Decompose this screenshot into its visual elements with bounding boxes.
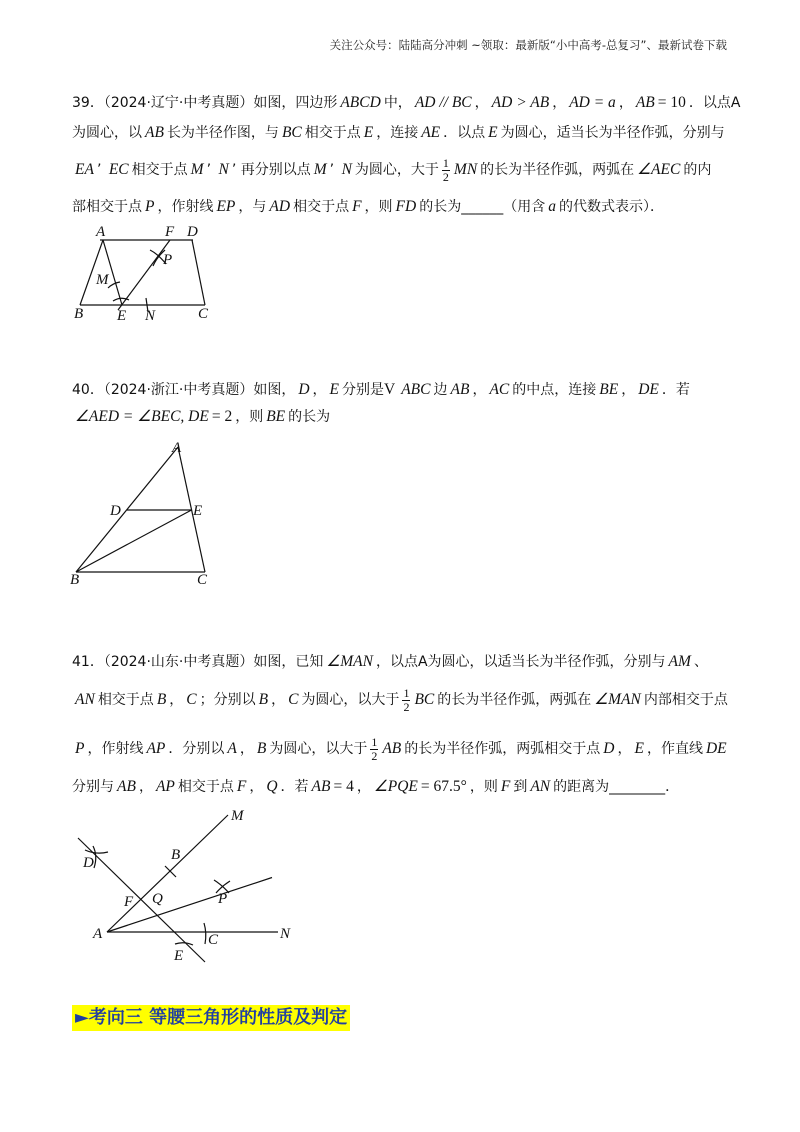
- math-expression: ∠MAN: [326, 653, 373, 670]
- math-expression: ABCD: [340, 94, 381, 111]
- label-F: F: [165, 224, 175, 240]
- fraction: [370, 736, 378, 763]
- section-heading: ►考向三 等腰三角形的性质及判定: [72, 1005, 350, 1031]
- text-run: ，: [474, 95, 489, 111]
- text-run: ’ 再分别以点: [231, 162, 311, 178]
- math-expression: C: [186, 691, 197, 708]
- problem-41-line-3: [72, 734, 730, 763]
- problem-40-line-1: [72, 379, 690, 401]
- arc-mark-M: [108, 282, 120, 288]
- math-expression: = 67.5°: [420, 778, 467, 795]
- text-run: 相交于点: [293, 199, 350, 215]
- text-run: 40．（2024·浙江·中考真题）如图，: [72, 382, 296, 398]
- text-run: ．以点: [443, 125, 486, 141]
- text-run: 的长为: [288, 409, 331, 425]
- text-run: ，: [271, 692, 286, 708]
- math-expression: ∠AEC: [637, 161, 681, 178]
- math-expression: BC: [281, 124, 302, 141]
- math-expression: D: [298, 381, 310, 398]
- label-C: C: [198, 306, 209, 322]
- math-expression: N: [341, 161, 352, 178]
- text-run: ，: [552, 95, 567, 111]
- math-expression: AC: [489, 381, 510, 398]
- text-run: 为圆心，以: [72, 125, 142, 141]
- math-expression: AD > AB: [491, 94, 550, 111]
- problem-39-line-1: [72, 92, 740, 114]
- math-expression: DE: [705, 740, 727, 757]
- math-expression: AM: [668, 653, 691, 670]
- math-expression: AB: [145, 124, 164, 141]
- math-expression: F: [500, 778, 511, 795]
- text-run: 的代数式表示）．: [558, 199, 664, 215]
- problem-41-line-1: [72, 651, 708, 673]
- math-expression: EP: [216, 198, 236, 215]
- text-run: ，则: [364, 199, 393, 215]
- math-expression: E: [329, 381, 340, 398]
- math-expression: FD: [395, 198, 417, 215]
- text-run: ；分别以: [199, 692, 256, 708]
- text-run: ’: [96, 162, 106, 178]
- text-run: ’: [206, 162, 216, 178]
- math-expression: BC: [414, 691, 435, 708]
- label-C: C: [208, 932, 219, 948]
- text-run: ’: [329, 162, 339, 178]
- text-run: 相交于点: [177, 779, 234, 795]
- text-run: 的中点，连接: [512, 382, 597, 398]
- math-expression: = 2: [211, 408, 233, 425]
- text-run: ，连接: [376, 125, 419, 141]
- label-B: B: [74, 306, 84, 322]
- text-run: 分别与: [72, 779, 114, 795]
- text-run: ．分别以: [168, 741, 225, 757]
- math-expression: M: [190, 161, 204, 178]
- problem-40-line-2: [72, 406, 330, 428]
- text-run: 为圆心，适当长为半径作弧，分别与: [500, 125, 725, 141]
- text-run: ，: [312, 382, 327, 398]
- label-A: A: [93, 926, 103, 942]
- text-run: ，作射线: [87, 741, 144, 757]
- math-expression: N: [218, 161, 229, 178]
- text-run: 39．（2024·辽宁·中考真题）如图，四边形: [72, 95, 338, 111]
- label-A: A: [96, 224, 106, 240]
- text-run: 为圆心，以大于: [301, 692, 400, 708]
- text-run: ，: [169, 692, 184, 708]
- label-M: M: [96, 272, 109, 288]
- label-N: N: [145, 308, 156, 324]
- math-expression: EC: [108, 161, 129, 178]
- text-run: ，: [356, 779, 371, 795]
- text-run: 、: [693, 654, 708, 670]
- text-run: ，: [239, 741, 254, 757]
- segment-BE: [76, 510, 192, 572]
- tick-mark-C: [204, 923, 206, 944]
- figure-triangle: [60, 435, 220, 590]
- text-run: 长为半径作图，与: [166, 125, 279, 141]
- text-run: 到: [513, 779, 528, 795]
- math-expression: a: [548, 198, 556, 215]
- ray-EP: [118, 240, 173, 310]
- math-expression: ABC: [401, 381, 431, 398]
- math-expression: AB: [311, 778, 331, 795]
- text-run: ，: [621, 382, 636, 398]
- label-E: E: [174, 948, 184, 964]
- text-run: 为圆心，大于: [354, 162, 439, 178]
- fraction-denominator: 2: [371, 748, 378, 763]
- math-expression: AB: [117, 778, 136, 795]
- math-expression: AB: [635, 94, 655, 111]
- math-expression: F: [352, 198, 362, 215]
- text-run: ，: [617, 741, 632, 757]
- text-run: ．以点A: [688, 95, 741, 111]
- text-run: 相交于点: [304, 125, 361, 141]
- problem-39-line-2: [72, 122, 725, 144]
- text-run: 的长为______（用含: [419, 199, 546, 215]
- text-run: ，作直线: [646, 741, 703, 757]
- math-expression: AN: [530, 778, 551, 795]
- text-run: ．若: [280, 779, 309, 795]
- math-expression: B: [156, 691, 167, 708]
- math-expression: E: [634, 740, 644, 757]
- math-expression: M: [313, 161, 327, 178]
- math-expression: Q: [266, 778, 278, 795]
- text-run: ，: [618, 95, 633, 111]
- math-expression: V: [384, 381, 396, 398]
- math-expression: F: [236, 778, 247, 795]
- math-expression: C: [288, 691, 299, 708]
- math-expression: ∠MAN: [594, 691, 641, 708]
- text-run: 内部相交于点: [643, 692, 728, 708]
- math-expression: = 10: [657, 94, 686, 111]
- text-run: 边: [433, 382, 448, 398]
- text-run: 为圆心，以大于: [269, 741, 368, 757]
- math-expression: AD: [269, 198, 291, 215]
- math-expression: BE: [599, 381, 619, 398]
- text-run: 的内: [683, 162, 712, 178]
- fraction-numerator: 1: [442, 155, 449, 170]
- text-run: ，与: [238, 199, 267, 215]
- label-M: M: [231, 808, 244, 824]
- fraction-numerator: 1: [371, 734, 378, 749]
- label-C: C: [197, 572, 208, 588]
- math-expression: E: [363, 124, 374, 141]
- label-P: P: [163, 252, 173, 268]
- arc-mark-E: [175, 943, 193, 945]
- fraction: [442, 157, 450, 184]
- text-run: 的长为半径作弧，两弧在: [480, 162, 635, 178]
- text-run: ，以点A为圆心，以适当长为半径作弧，分别与: [375, 654, 666, 670]
- label-B: B: [171, 847, 181, 863]
- math-expression: AN: [75, 691, 95, 708]
- text-run: 的距离为________．: [553, 779, 680, 795]
- text-run: 相交于点: [97, 692, 154, 708]
- label-D: D: [187, 224, 198, 240]
- math-expression: = 4: [333, 778, 354, 795]
- math-expression: E: [488, 124, 498, 141]
- math-expression: AB: [382, 740, 402, 757]
- text-run: 相交于点: [131, 162, 188, 178]
- math-expression: ∠PQE: [373, 778, 418, 795]
- figure-angle-construction: [70, 800, 295, 970]
- math-expression: P: [75, 740, 85, 757]
- text-run: ，: [472, 382, 487, 398]
- fraction-denominator: 2: [403, 699, 410, 714]
- ray-AM: [107, 815, 228, 932]
- fraction-numerator: 1: [403, 685, 410, 700]
- figure-trapezoid: [60, 220, 220, 330]
- text-run: 的长为半径作弧，两弧相交于点: [404, 741, 601, 757]
- text-run: ．若: [661, 382, 690, 398]
- label-Q: Q: [152, 891, 163, 907]
- math-expression: ∠AED = ∠BEC, DE: [75, 408, 209, 425]
- math-expression: DE: [638, 381, 659, 398]
- math-expression: A: [227, 740, 237, 757]
- label-A: A: [172, 440, 182, 456]
- math-expression: AB: [450, 381, 470, 398]
- text-run: ，作射线: [157, 199, 214, 215]
- math-expression: AP: [146, 740, 166, 757]
- text-run: ，: [249, 779, 264, 795]
- math-expression: D: [603, 740, 615, 757]
- math-expression: AD // BC: [414, 94, 472, 111]
- label-P: P: [218, 891, 228, 907]
- problem-41-line-4: [72, 776, 679, 798]
- math-expression: MN: [453, 161, 478, 178]
- label-B: B: [70, 572, 80, 588]
- math-expression: B: [258, 691, 269, 708]
- text-run: ，: [138, 779, 153, 795]
- problem-39-line-3: [72, 155, 712, 184]
- math-expression: AD = a: [569, 94, 616, 111]
- text-run: 分别是: [342, 382, 385, 398]
- text-run: 41．（2024·山东·中考真题）如图，已知: [72, 654, 324, 670]
- fraction: [402, 687, 410, 714]
- math-expression: BE: [266, 408, 286, 425]
- text-run: 的长为半径作弧，两弧在: [437, 692, 592, 708]
- label-F: F: [124, 894, 134, 910]
- problem-41-line-2: [72, 685, 728, 714]
- math-expression: AP: [155, 778, 175, 795]
- math-expression: EA: [75, 161, 94, 178]
- label-D: D: [83, 855, 94, 871]
- arc-mark-D-1: [85, 850, 108, 853]
- label-N: N: [280, 926, 291, 942]
- text-run: ，则: [469, 779, 498, 795]
- label-E: E: [193, 503, 203, 519]
- label-D: D: [110, 503, 121, 519]
- label-E: E: [117, 308, 127, 324]
- math-expression: AE: [421, 124, 441, 141]
- segment-DC: [192, 240, 205, 305]
- fraction-denominator: 2: [442, 169, 449, 184]
- problem-39-line-4: [72, 196, 664, 218]
- text-run: 部相交于点: [72, 199, 142, 215]
- text-run: 中，: [383, 95, 412, 111]
- page-header: 关注公众号：陆陆高分冲刺 ~领取：最新版“小中高考-总复习”、最新试卷下载: [329, 38, 727, 52]
- math-expression: P: [145, 198, 155, 215]
- math-expression: B: [256, 740, 267, 757]
- text-run: ，则: [235, 409, 264, 425]
